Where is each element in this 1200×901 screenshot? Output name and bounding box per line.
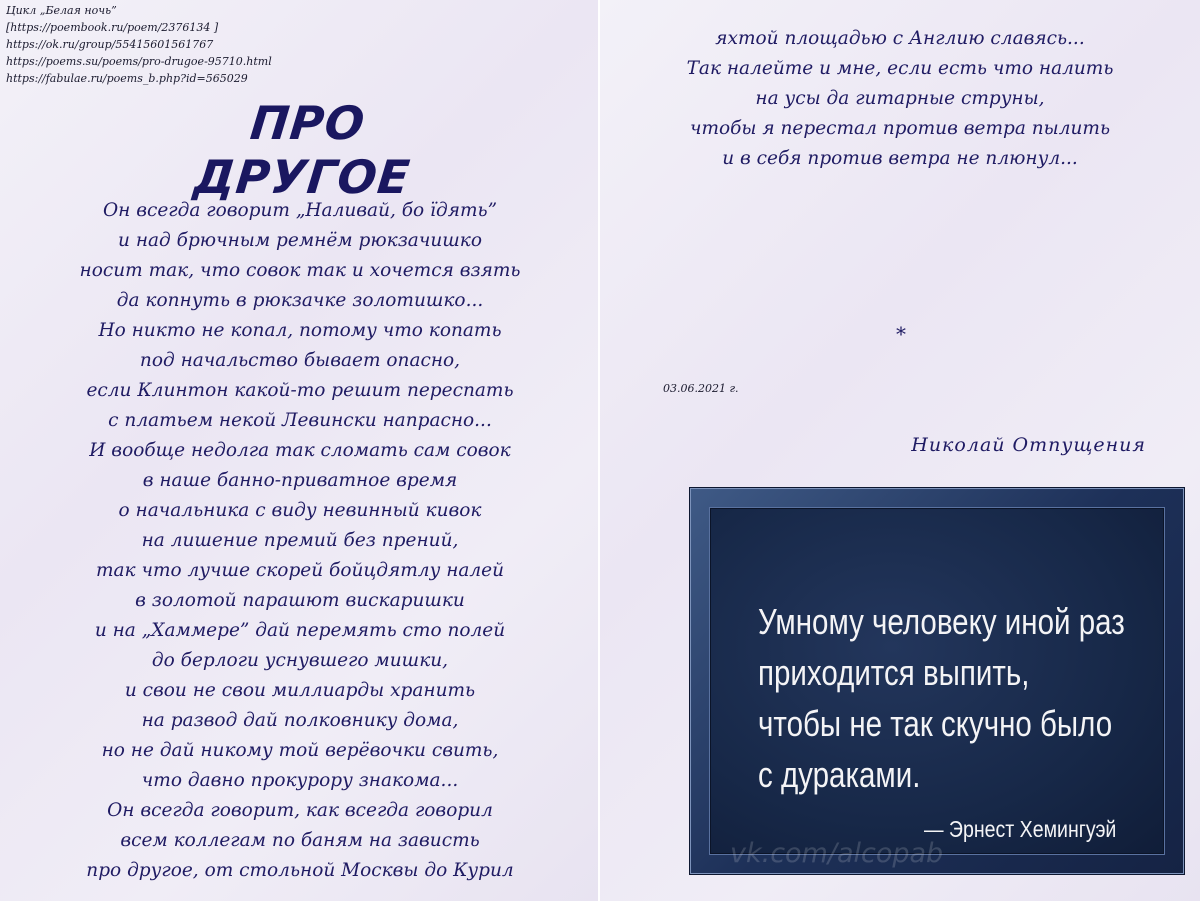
poem-line: и свои не свои миллиарды хранить	[124, 680, 476, 701]
quote-attribution: — Эрнест Хемингуэй	[923, 816, 1116, 842]
watermark: vk.com/alcopab	[730, 838, 944, 869]
poem-line: носит так, что совок так и хочется взять	[79, 260, 521, 281]
poem-body-left	[20, 196, 580, 886]
poem-line: в наше банно-приватное время	[142, 470, 458, 491]
poem-line: на усы да гитарные струны,	[755, 88, 1045, 109]
source-link[interactable]: https://ok.ru/group/55415601561767	[6, 38, 214, 51]
page-gutter	[598, 0, 600, 901]
quote-text	[758, 596, 1125, 800]
quote-line: приходится выпить,	[758, 652, 1030, 693]
quote-card	[690, 488, 1184, 874]
poem-title: ПРО ДРУГОЕ	[191, 96, 413, 204]
poem-line: Так налейте и мне, если есть что налить	[686, 58, 1114, 79]
source-link[interactable]: [https://poembook.ru/poem/2376134 ]	[6, 21, 219, 34]
poem-line: и в себя против ветра не плюнул...	[722, 148, 1078, 169]
poem-line: яхтой площадью с Англию славясь...	[715, 28, 1085, 49]
source-link[interactable]: https://fabulae.ru/poems_b.php?id=565029	[6, 72, 248, 85]
poem-line: до берлоги уснувшего мишки,	[151, 650, 449, 671]
poem-line: в золотой парашют вискаришки	[135, 590, 465, 611]
poem-line: на лишение премий без прений,	[141, 530, 459, 551]
poem-line: да копнуть в рюкзачке золотишко...	[116, 290, 484, 311]
poem-line: так что лучше скорей бойцдятлу налей	[95, 560, 505, 581]
poem-line: под начальство бывает опасно,	[139, 350, 461, 371]
poem-line: чтобы я перестал против ветра пылить	[689, 118, 1111, 139]
quote-line: с дураками.	[758, 754, 921, 795]
poem-line: если Клинтон какой-то решит переспать	[86, 380, 514, 401]
poem-line: Он всегда говорит, как всегда говорил	[107, 800, 493, 821]
quote-card-inner	[710, 508, 1164, 869]
publication-date: 03.06.2021 г.	[663, 382, 739, 395]
quote-line: Умному человеку иной раз	[758, 601, 1125, 642]
source-links	[6, 2, 272, 87]
poem-line: И вообще недолга так сломать сам совок	[89, 440, 511, 461]
poem-line: но не дай никому той верёвочки свить,	[101, 740, 499, 761]
author-name: Николай Отпущения	[911, 434, 1146, 456]
poem-line: и на „Хаммере” дай перемять сто полей	[94, 620, 506, 641]
poem-line: и над брючным ремнём рюкзачишко	[118, 230, 482, 251]
poem-line: на развод дай полковнику дома,	[141, 710, 459, 731]
poem-line: Но никто не копал, потому что копать	[98, 320, 502, 341]
section-separator: *	[896, 322, 906, 346]
source-link[interactable]: https://poems.su/poems/pro-drugoe-95710.html	[6, 55, 272, 68]
poem-line: что давно прокурору знакома...	[141, 770, 459, 791]
poem-line: о начальника с виду невинный кивок	[118, 500, 482, 521]
poem-line: про другое, от стольной Москвы до Курил	[86, 860, 514, 881]
poem-line: всем коллегам по баням на зависть	[120, 830, 480, 851]
poem-line: с платьем некой Левински напрасно...	[108, 410, 492, 431]
poem-line: Он всегда говорит „Наливай, бо їдять”	[102, 200, 498, 221]
poem-body-right	[620, 24, 1180, 174]
quote-line: чтобы не так скучно было	[758, 703, 1113, 744]
cycle-label: Цикл „Белая ночь”	[6, 4, 117, 17]
